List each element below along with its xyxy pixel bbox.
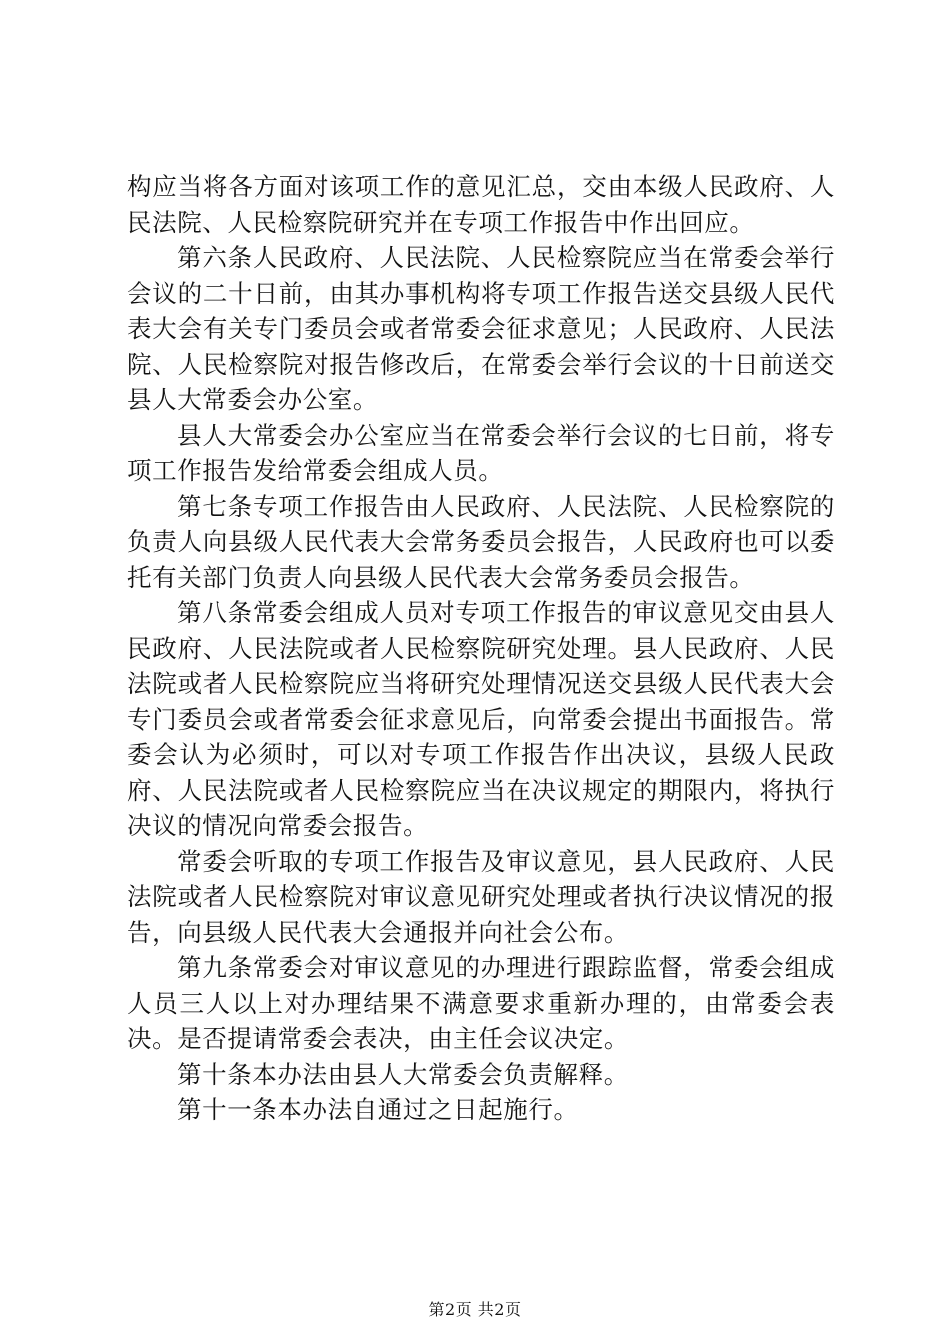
- paragraph-article-7: 第七条专项工作报告由人民政府、人民法院、人民检察院的负责人向县级人民代表大会常务委员会报告，人民政府也可以委托有关部门负责人向县级人民代表大会常务委员会报告。: [127, 491, 835, 592]
- document-body: [127, 169, 835, 1128]
- paragraph-article-6: 第六条人民政府、人民法院、人民检察院应当在常委会举行会议的二十日前，由其办事机构将专项工作报告送交县级人民代表大会有关专门委员会或者常委会征求意见；人民政府、人民法院、人民检察院对报告修改后，在常委会举行会议的十日前送交县人大常委会办公室。: [127, 243, 835, 414]
- page-number-footer: 第2页 共2页: [428, 1300, 522, 1319]
- paragraph: 构应当将各方面对该项工作的意见汇总，交由本级人民政府、人民法院、人民检察院研究并在专项工作报告中作出回应。: [127, 172, 835, 237]
- paragraph: 常委会听取的专项工作报告及审议意见，县人民政府、人民法院或者人民检察院对审议意见研究处理或者执行决议情况的报告，向县级人民代表大会通报并向社会公布。: [127, 846, 835, 947]
- paragraph: 县人大常委会办公室应当在常委会举行会议的七日前，将专项工作报告发给常委会组成人员。: [127, 420, 835, 485]
- paragraph-article-9: 第九条常委会对审议意见的办理进行跟踪监督，常委会组成人员三人以上对办理结果不满意要求重新办理的，由常委会表决。是否提请常委会表决，由主任会议决定。: [127, 953, 835, 1053]
- paragraph-article-10: 第十条本办法由县人大常委会负责解释。: [177, 1059, 629, 1089]
- paragraph-article-8: 第八条常委会组成人员对专项工作报告的审议意见交由县人民政府、人民法院或者人民检察院研究处理。县人民政府、人民法院或者人民检察院应当将研究处理情况送交县级人民代表大会专门委员会或者常委会征求意见后，向常委会提出书面报告。常委会认为必须时，可以对专项工作报告作出决议，县级人民政府、人民法院或者人民检察院应当在决议规定的期限内，将执行决议的情况向常委会报告。: [127, 598, 835, 840]
- paragraph-article-11: 第十一条本办法自通过之日起施行。: [177, 1095, 579, 1124]
